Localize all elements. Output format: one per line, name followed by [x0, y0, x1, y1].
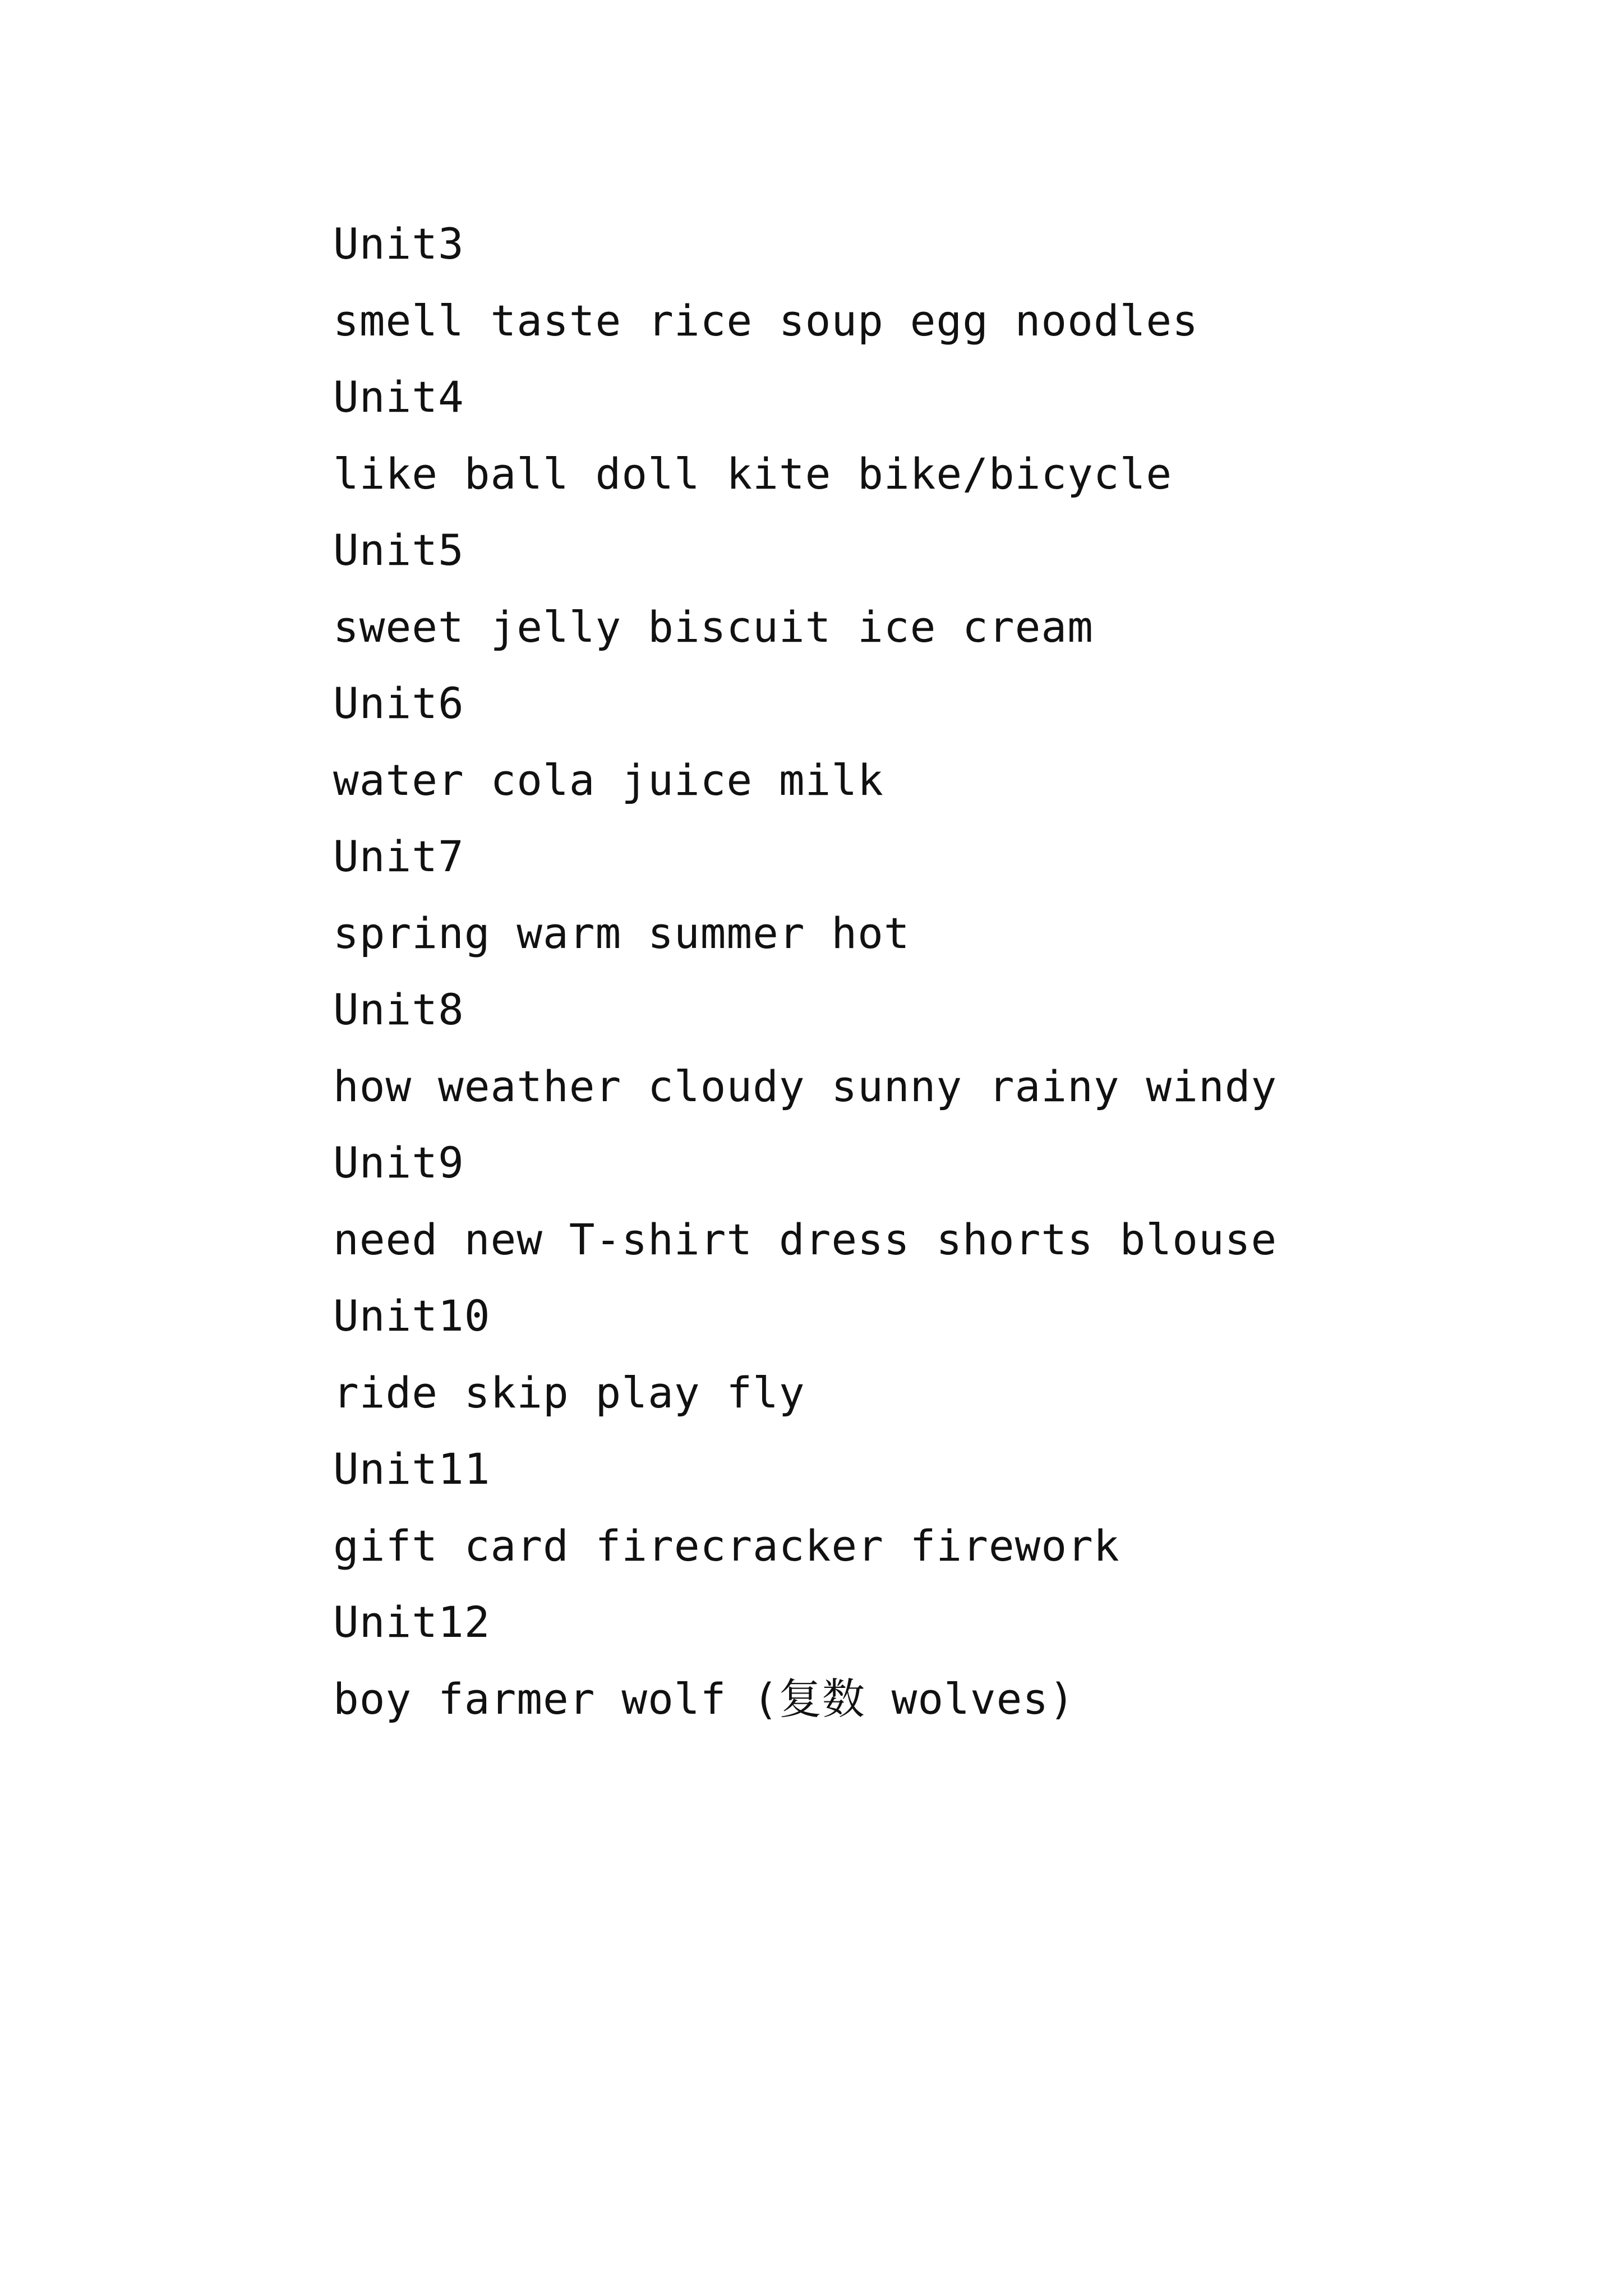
unit-heading: Unit12 — [333, 1597, 491, 1647]
unit-heading: Unit6 — [333, 678, 464, 728]
unit-words: smell taste rice soup egg noodles — [333, 295, 1198, 346]
unit-words: gift card firecracker firework — [333, 1520, 1120, 1571]
unit-words: boy farmer wolf (复数 wolves) — [333, 1673, 1075, 1724]
unit-words: spring warm summer hot — [333, 908, 910, 958]
unit-heading: Unit7 — [333, 831, 464, 881]
unit-words: how weather cloudy sunny rainy windy — [333, 1061, 1278, 1111]
unit-heading: Unit11 — [333, 1444, 491, 1494]
unit-words: ride skip play fly — [333, 1367, 805, 1418]
unit-heading: Unit9 — [333, 1138, 464, 1188]
vocabulary-list — [333, 213, 1511, 1745]
unit-heading: Unit8 — [333, 984, 464, 1034]
unit-words: sweet jelly biscuit ice cream — [333, 601, 1094, 652]
unit-heading: Unit4 — [333, 372, 464, 422]
unit-heading: Unit3 — [333, 219, 464, 269]
unit-words: like ball doll kite bike/bicycle — [333, 448, 1173, 499]
unit-words: need new T-shirt dress shorts blouse — [333, 1214, 1278, 1264]
unit-heading: Unit5 — [333, 525, 464, 575]
unit-heading: Unit10 — [333, 1291, 491, 1341]
unit-words: water cola juice milk — [333, 754, 884, 805]
